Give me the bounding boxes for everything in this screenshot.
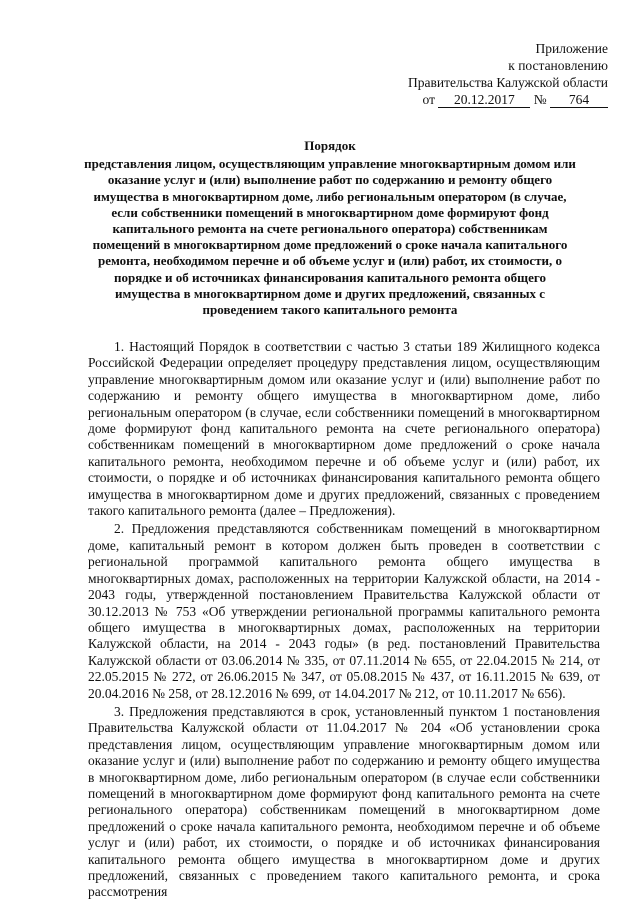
appendix-header [408, 40, 608, 108]
appendix-government-label: Правительства Калужской области [407, 75, 608, 90]
paragraph-3: 3. Предложения представляются в срок, установленный пунктом 1 постановления Правительства Калужской области от 11.04.2017 № 204 «Об установлении срока представления лицом, осуществляющим управление многоквартирным домом или оказание услуг и (или) выполнение работ по содержанию и ремонту общего имущества в многоквартирном доме, либо региональным оператором (в случае если собственники помещений в многоквартирном доме формируют фонд капитального ремонта на счете регионального оператора) собственникам помещений в многоквартирном доме предложений о сроке начала капитального ремонта, необходимом перечне и об объеме услуг и (или) работ, их стоимости, о порядке и об источниках финансирования капитального ремонта общего имущества в многоквартирном доме и других предложений, связанных с проведением такого капитального ремонта, и срока рассмотрения [88, 703, 600, 900]
title-heading: Порядок [304, 138, 356, 153]
appendix-date-line [408, 91, 608, 108]
resolution-date: 20.12.2017 [438, 93, 530, 108]
document-title [80, 138, 580, 318]
date-prefix: от [422, 92, 435, 107]
paragraph-1: 1. Настоящий Порядок в соответствии с частью 3 статьи 189 Жилищного кодекса Российской Федерации определяет процедуру представления лицом, осуществляющим управление многоквартирным домом или оказание услуг и (или) выполнение работ по содержанию и ремонту общего имущества в многоквартирном доме, либо региональным оператором (в случае, если собственники помещений в многоквартирном доме формируют фонд капитального ремонта на счете регионального оператора) собственникам помещений в многоквартирном доме предложений о сроке начала капитального ремонта, необходимом перечне и об объеме услуг и (или) работ, их стоимости, о порядке и об источниках финансирования капитального ремонта общего имущества в многоквартирном доме и других предложений, связанных с проведением такого капитального ремонта (далее – Предложения). [88, 339, 600, 519]
appendix-resolution-label: к постановлению [508, 58, 608, 73]
paragraph-2: 2. Предложения представляются собственникам помещений в многоквартирном доме, капитальный ремонт в котором должен быть проведен в соответствии с региональной программой капитального ремонта общего имущества в многоквартирных домах, расположенных на территории Калужской области, на 2014 - 2043 годы, утвержденной постановлением Правительства Калужской области от 30.12.2013 № 753 «Об утверждении региональной программы капитального ремонта общего имущества в многоквартирных домах, расположенных на территории Калужской области, на 2014 - 2043 годы» (в ред. постановлений Правительства Калужской области от 03.06.2014 № 335, от 07.11.2014 № 655, от 22.04.2015 № 214, от 22.05.2015 № 272, от 26.06.2015 № 347, от 05.08.2015 № 437, от 16.11.2015 № 639, от 20.04.2016 № 258, от 28.12.2016 № 699, от 14.04.2017 № 212, от 10.11.2017 № 656). [88, 521, 600, 701]
document-body [88, 339, 600, 903]
title-subtitle: представления лицом, осуществляющим управление многоквартирным домом или оказание услуг и (или) выполнение работ по содержанию и ремонту общего имущества в многоквартирном доме, либо региональным оператором (в случае, если собственники помещений в многоквартирном доме формируют фонд капитального ремонта на счете регионального оператора) собственникам помещений в многоквартирном доме предложений о сроке начала капитального ремонта, необходимом перечне и об объеме услуг и (или) работ, их стоимости, о порядке и об источниках финансирования капитального ремонта общего имущества в многоквартирном доме и других предложений, связанных с проведением такого капитального ремонта [84, 156, 576, 318]
appendix-label: Приложение [535, 41, 608, 56]
resolution-number: 764 [550, 93, 608, 108]
number-sign: № [533, 92, 547, 107]
